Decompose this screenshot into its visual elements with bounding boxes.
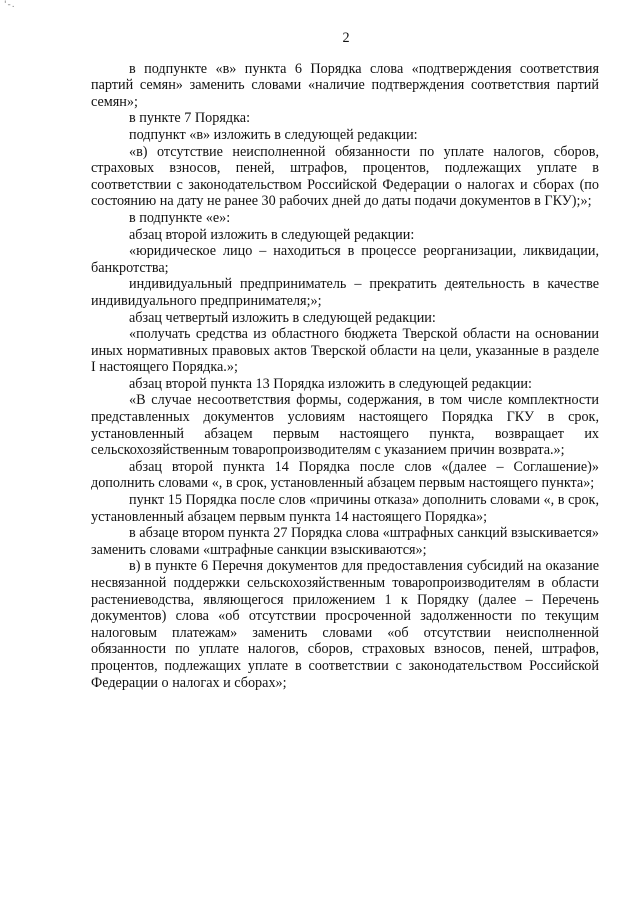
paragraph-9: абзац четвертый изложить в следующей редакции: [129, 309, 436, 326]
page-number: 2 [342, 30, 350, 46]
paragraph-5: в подпункте «е»: [129, 209, 231, 226]
paragraph-16: в) в пункте 6 Перечня документов для предоставления субсидий на оказание несвязанной поддержки сельскохозяйственным товаропроизводителям в области растениеводства, являющегося приложением 1 к Порядку (далее – Перечень документов) слова «об отсутствии просроченной задолженности по текущим налоговым платежам» заменить словами «об отсутствии неисполненной обязанности по уплате налогов, сборов, страховых взносов, пеней, штрафов, процентов, подлежащих уплате в соответствии с законодательством Российской Федерации о налогах и сборах»; [91, 558, 599, 691]
paragraph-10: «получать средства из областного бюджета Тверской области на основании иных нормативных правовых актов Тверской области на цели, указанные в разделе I настоящего Порядка.»; [91, 326, 599, 376]
paragraph-1: в подпункте «в» пункта 6 Порядка слова «подтверждения соответствия партий семян» заменить словами «наличие подтверждения соответствия партий семян»; [91, 60, 599, 110]
paragraph-13: абзац второй пункта 14 Порядка после слов «(далее – Соглашение)» дополнить словами «, в срок, установленный абзацем первым настоящего пункта»; [91, 458, 599, 492]
document-page [91, 30, 599, 691]
paragraph-11: абзац второй пункта 13 Порядка изложить в следующей редакции: [129, 375, 532, 392]
corner-scan-mark: '-. [4, 0, 16, 10]
paragraph-7: «юридическое лицо – находиться в процессе реорганизации, ликвидации, банкротства; [91, 243, 599, 276]
paragraph-8: индивидуальный предприниматель – прекратить деятельность в качестве индивидуального предпринимателя;»; [91, 276, 599, 309]
paragraph-4: «в) отсутствие неисполненной обязанности по уплате налогов, сборов, страховых взносов, пеней, штрафов, процентов, подлежащих уплате в соответствии с законодательством Российской Федерации о налогах и сборах (по состоянию на дату не ранее 30 рабочих дней до даты подачи документов в ГКУ);»; [91, 143, 599, 210]
paragraph-6: абзац второй изложить в следующей редакции: [129, 226, 415, 243]
paragraph-15: в абзаце втором пункта 27 Порядка слова «штрафных санкций взыскивается» заменить словами «штрафные санкции взыскиваются»; [91, 525, 599, 558]
paragraph-3: подпункт «в» изложить в следующей редакции: [129, 126, 418, 143]
paragraph-2: в пункте 7 Порядка: [129, 110, 251, 127]
paragraph-12: «В случае несоответствия формы, содержания, в том числе комплектности представленных документов условиям настоящего Порядка ГКУ в срок, установленный абзацем первым настоящего пункта, возвращает их сельскохозяйственным товаропроизводителям с указанием причин возврата.»; [91, 392, 599, 459]
paragraph-14: пункт 15 Порядка после слов «причины отказа» дополнить словами «, в срок, установленный абзацем первым пункта 14 настоящего Порядка»; [91, 492, 599, 525]
